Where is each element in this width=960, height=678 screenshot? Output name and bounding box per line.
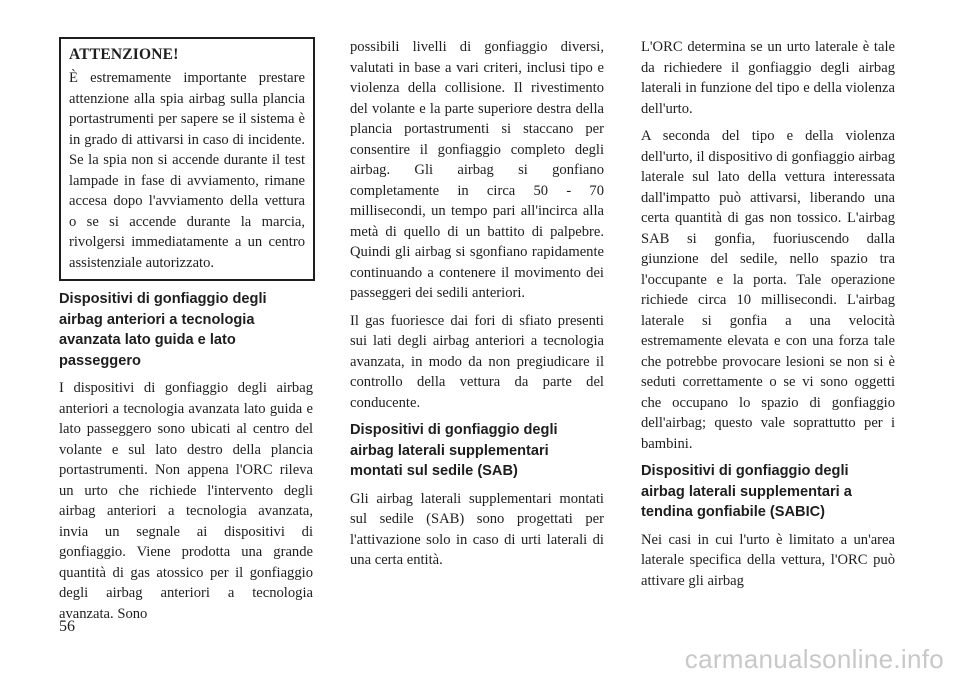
column-left [59, 37, 313, 631]
section-heading-front-airbags: Dispositivi di gonfiaggio degli airbag anteriori a tecnologia avanzata lato guida e lato passeggero [59, 291, 267, 369]
paragraph-gas-venting: Il gas fuoriesce dai fori di sfiato presenti sui lati degli airbag anteriori a tecnologia avanzata, in modo da non pregiudicare il controllo della vettura da parte del conducente. [350, 312, 604, 411]
paragraph-inflation-levels: possibili livelli di gonfiaggio diversi, valutati in base a vari criteri, inclusi tipo e violenza della collisione. Il rivestimento del volante e la parte superiore destra della plancia portastrumenti si staccano per consentire il gonfiaggio completo degli airbag. Gli airbag si gonfiano completamente in circa 50 - 70 millisecondi, un tempo pari all'incirca alla metà di quello di un battito di palpebre. Quindi gli airbag si sgonfiano rapidamente continuando a contenere il movimento dei passeggeri dei sedili anteriori. [350, 39, 604, 301]
column-right [641, 37, 895, 598]
paragraph-front-airbags: I dispositivi di gonfiaggio degli airbag anteriori a tecnologia avanzata lato guida e lato passeggero sono ubicati al centro del volante e sul lato destro della plancia portastrumenti. Non appena l'ORC rileva un urto che richiede l'intervento degli airbag anteriori a tecnologia avanzata, invia un segnale ai dispositivi di gonfiaggio. Viene prodotta una grande quantità di gas atossico per il gonfiaggio degli airbag anteriori a tecnologia avanzata. Sono [59, 380, 313, 622]
column-middle [350, 37, 604, 578]
warning-box [59, 37, 315, 281]
watermark-text: carmanualsonline.info [684, 644, 944, 674]
paragraph-orc-side: L'ORC determina se un urto laterale è tale da richiedere il gonfiaggio degli airbag laterali in funzione del tipo e della violenza dell'urto. [641, 39, 895, 117]
paragraph-sabic: Nei casi in cui l'urto è limitato a un'area laterale specifica della vettura, l'ORC può attivare gli airbag [641, 531, 895, 589]
paragraph-side-inflation: A seconda del tipo e della violenza dell'urto, il dispositivo di gonfiaggio airbag laterale sul lato della vettura interessata dall'impatto può attivarsi, liberando una certa quantità di gas non tossico. L'airbag SAB si gonfia, fuoriuscendo dalla giunzione del sedile, nello spazio tra l'occupante e la porta. Tale operazione richiede circa 10 millisecondi. L'airbag laterale si gonfia a una velocità estremamente elevata e con una forza tale che potrebbe provocare lesioni se non si è seduti correttamente o se vi sono oggetti che occupano lo spazio di gonfiaggio dell'airbag; questo vale soprattutto per i bambini. [641, 128, 895, 452]
warning-body: È estremamente importante prestare attenzione alla spia airbag sulla plancia portastrumenti per sapere se il sistema è in grado di attivarsi in caso di incidente. Se la spia non si accende durante il test lampade in fase di avviamento, rimane accesa dopo l'avviamento della vettura o se si accende durante la marcia, rivolgersi immediatamente a un centro assistenziale autorizzato. [69, 70, 305, 271]
page-number: 56 [59, 618, 75, 635]
section-heading-sabic: Dispositivi di gonfiaggio degli airbag laterali supplementari a tendina gonfiabile (SABIC) [641, 463, 852, 520]
paragraph-sab: Gli airbag laterali supplementari montati sul sedile (SAB) sono progettati per l'attivazione solo in caso di urti laterali di una certa entità. [350, 490, 604, 568]
warning-title: ATTENZIONE! [69, 46, 179, 63]
section-heading-sab: Dispositivi di gonfiaggio degli airbag laterali supplementari montati sul sedile (SAB) [350, 422, 558, 479]
